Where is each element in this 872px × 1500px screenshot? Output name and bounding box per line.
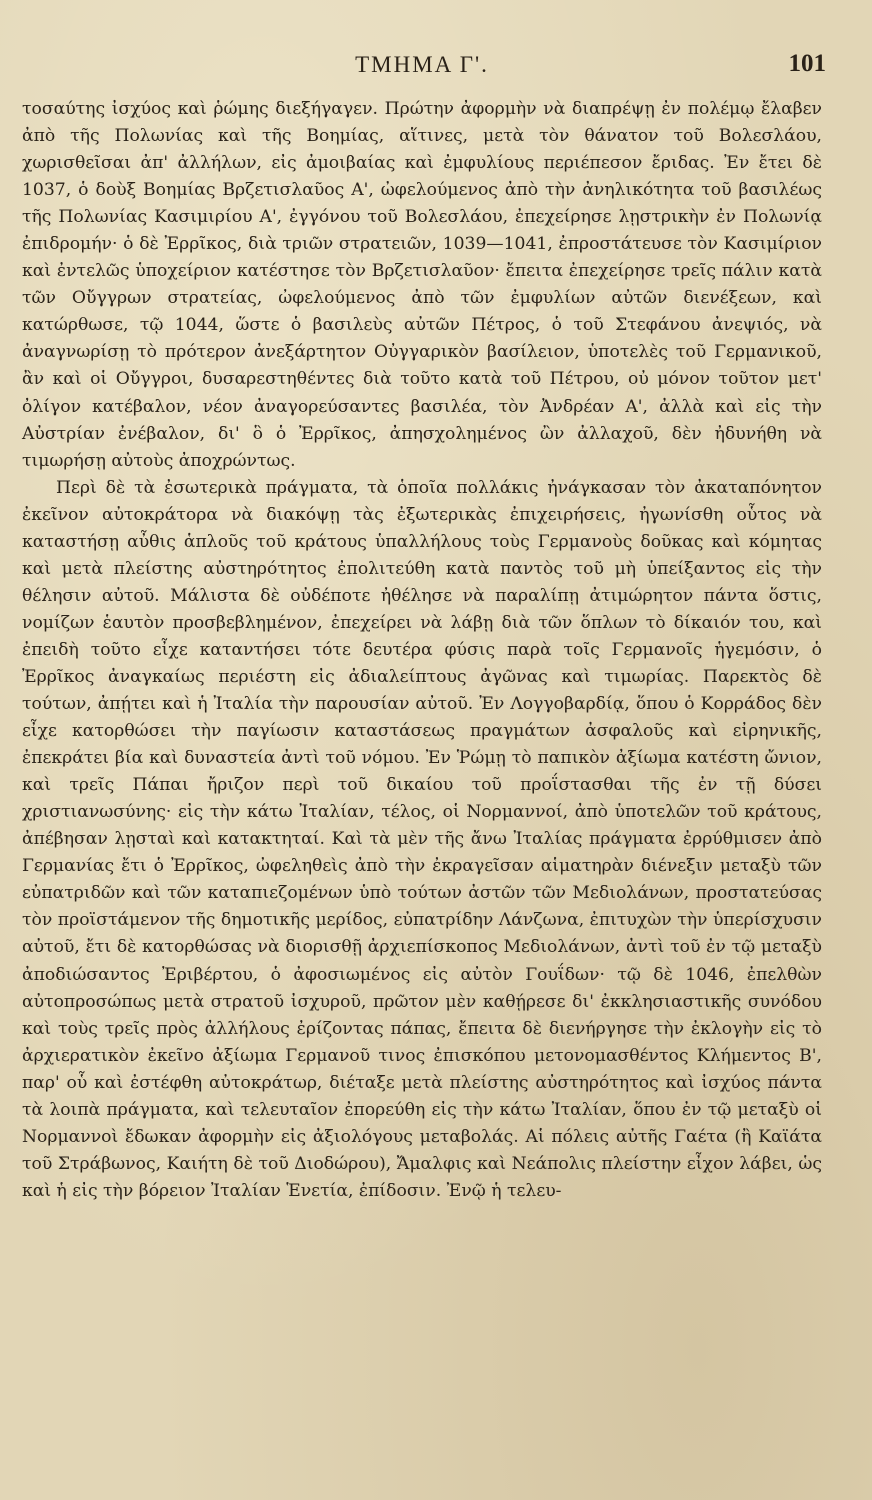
body-text — [22, 96, 822, 1205]
running-head: ΤΜΗΜΑ Γ'. — [355, 52, 489, 77]
page-header — [22, 44, 826, 90]
paragraph: Περὶ δὲ τὰ ἐσωτερικὰ πράγματα, τὰ ὁποῖα πολλάκις ἠνάγκασαν τὸν ἀκαταπόνητον ἐκεῖνον αὐτοκράτορα νὰ διακόψῃ τὰς ἐξωτερικὰς ἐπιχειρήσεις, ἠγωνίσθη οὗτος νὰ καταστήσῃ αὖθις ἁπλοῦς τοῦ κράτους ὑπαλλήλους τοὺς Γερμανοὺς δοῦκας καὶ κόμητας καὶ μετὰ πλείστης αὐστηρότητος ἐπολιτεύθη κατὰ παντὸς τοῦ μὴ ὑπείξαντος εἰς τὴν θέλησιν αὐτοῦ. Μάλιστα δὲ οὐδέποτε ἠθέλησε νὰ παραλίπῃ ἀτιμώρητον πάντα ὅστις, νομίζων ἑαυτὸν προσβεβλημένον, ἐπεχείρει νὰ λάβῃ διὰ τῶν ὅπλων τὸ δίκαιόν του, καὶ ἐπειδὴ τοῦτο εἶχε καταντήσει τότε δευτέρα φύσις παρὰ τοῖς Γερμανοῖς ἡγεμόσιν, ὁ Ἐρρῖκος ἀναγκαίως περιέστη εἰς ἀδιαλείπτους ἀγῶνας καὶ τιμωρίας. Παρεκτὸς δὲ τούτων, ἀπῄτει καὶ ἡ Ἰταλία τὴν παρουσίαν αὐτοῦ. Ἐν Λογγοβαρδίᾳ, ὅπου ὁ Κορράδος δὲν εἶχε κατορθώσει τὴν παγίωσιν καταστάσεως πραγμάτων ἀσφαλοῦς καὶ εἰρηνικῆς, ἐπεκράτει βία καὶ δυναστεία ἀντὶ τοῦ νόμου. Ἐν Ῥώμῃ τὸ παπικὸν ἀξίωμα κατέστη ὤνιον, καὶ τρεῖς Πάπαι ἤριζον περὶ τοῦ δικαίου τοῦ προΐστασθαι τῆς ἐν τῇ δύσει χριστιανωσύνης· εἰς τὴν κάτω Ἰταλίαν, τέλος, οἱ Νορμαννοί, ἀπὸ ὑποτελῶν τοῦ κράτους, ἀπέβησαν λῃσταὶ καὶ κατακτηταί. Καὶ τὰ μὲν τῆς ἄνω Ἰταλίας πράγματα ἐρρύθμισεν ἀπὸ Γερμανίας ἔτι ὁ Ἐρρῖκος, ὠφεληθεὶς ἀπὸ τὴν ἐκραγεῖσαν αἱματηρὰν διένεξιν μεταξὺ τῶν εὐπατριδῶν καὶ τῶν καταπιεζομένων ὑπὸ τούτων ἀστῶν τῶν Μεδιολάνων, προστατεύσας τὸν προϊστάμενον τῆς δημοτικῆς μερίδος, εὐπατρίδην Λάνζωνα, ἐπιτυχὼν τὴν ὑπερίσχυσιν αὐτοῦ, ἔτι δὲ κατορθώσας νὰ διορισθῇ ἀρχιεπίσκοπος Μεδιολάνων, ἀντὶ τοῦ ἐν τῷ μεταξὺ ἀποδιώσαντος Ἐριβέρτου, ὁ ἀφοσιωμένος εἰς αὐτὸν Γουΐδων· τῷ δὲ 1046, ἐπελθὼν αὐτοπροσώπως μετὰ στρατοῦ ἰσχυροῦ, πρῶτον μὲν καθῄρεσε δι' ἐκκλησιαστικῆς συνόδου καὶ τοὺς τρεῖς πρὸς ἀλλήλους ἐρίζοντας πάπας, ἔπειτα δὲ διενήργησε τὴν ἐκλογὴν εἰς τὸ ἀρχιερατικὸν ἐκεῖνο ἀξίωμα Γερμανοῦ τινος ἐπισκόπου μετονομασθέντος Κλήμεντος Β', παρ' οὗ καὶ ἐστέφθη αὐτοκράτωρ, διέταξε μετὰ πλείστης αὐστηρότητος καὶ ἰσχύος πάντα τὰ λοιπὰ πράγματα, καὶ τελευταῖον ἐπορεύθη εἰς τὴν κάτω Ἰταλίαν, ὅπου ἐν τῷ μεταξὺ οἱ Νορμαννοὶ ἔδωκαν ἀφορμὴν εἰς ἀξιολόγους μεταβολάς. Αἱ πόλεις αὐτῆς Γαέτα (ἢ Καϊάτα τοῦ Στράβωνος, Καιήτη δὲ τοῦ Διοδώρου), Ἄμαλφις καὶ Νεάπολις πλείστην εἶχον λάβει, ὡς καὶ ἡ εἰς τὴν βόρειον Ἰταλίαν Ἑνετία, ἐπίδοσιν. Ἐνῷ ἡ τελευ- — [22, 477, 822, 1201]
book-page — [22, 44, 826, 1484]
paragraph-continued: τοσαύτης ἰσχύος καὶ ῥώμης διεξήγαγεν. Πρώτην ἀφορμὴν νὰ διαπρέψῃ ἐν πολέμῳ ἔλαβεν ἀπὸ τῆς Πολωνίας καὶ τῆς Βοημίας, αἵτινες, μετὰ τὸν θάνατον τοῦ Βολεσλάου, χωρισθεῖσαι ἀπ' ἀλλήλων, εἰς ἀμοιβαίας καὶ ἐμφυλίους περιέπεσον ἔριδας. Ἐν ἔτει δὲ 1037, ὁ δοὺξ Βοημίας Βρζετισλαῦος Α', ὠφελούμενος ἀπὸ τὴν ἀνηλικότητα τοῦ βασιλέως τῆς Πολωνίας Κασιμιρίου Α', ἐγγόνου τοῦ Βολεσλάου, ἐπεχείρησε λῃστρικὴν ἐν Πολωνίᾳ ἐπιδρομήν· ὁ δὲ Ἐρρῖκος, διὰ τριῶν στρατειῶν, 1039—1041, ἐπροστάτευσε τὸν Κασιμίριον καὶ ἐντελῶς ὑποχείριον κατέστησε τὸν Βρζετισλαῦον· ἔπειτα ἐπεχείρησε τρεῖς πάλιν κατὰ τῶν Οὔγγρων στρατείας, ὠφελούμενος ἀπὸ τῶν ἐμφυλίων αὐτῶν διενέξεων, καὶ κατώρθωσε, τῷ 1044, ὥστε ὁ βασιλεὺς αὐτῶν Πέτρος, ὁ τοῦ Στεφάνου ἀνεψιός, νὰ ἀναγνωρίσῃ τὸ πρότερον ἀνεξάρτητον Οὐγγαρικὸν βασίλειον, ὑποτελὲς τοῦ Γερμανικοῦ, ἂν καὶ οἱ Οὔγγροι, δυσαρεστηθέντες διὰ τοῦτο κατὰ τοῦ Πέτρου, οὐ μόνον τοῦτον μετ' ὀλίγον κατέβαλον, νέον ἀναγορεύσαντες βασιλέα, τὸν Ἀνδρέαν Α', ἀλλὰ καὶ εἰς τὴν Αὐστρίαν ἐνέβαλον, δι' ὃ ὁ Ἐρρῖκος, ἀπησχολημένος ὢν ἀλλαχοῦ, δὲν ἠδυνήθη νὰ τιμωρήσῃ αὐτοὺς ἀποχρώντως. — [22, 99, 822, 471]
page-number: 101 — [788, 50, 826, 77]
